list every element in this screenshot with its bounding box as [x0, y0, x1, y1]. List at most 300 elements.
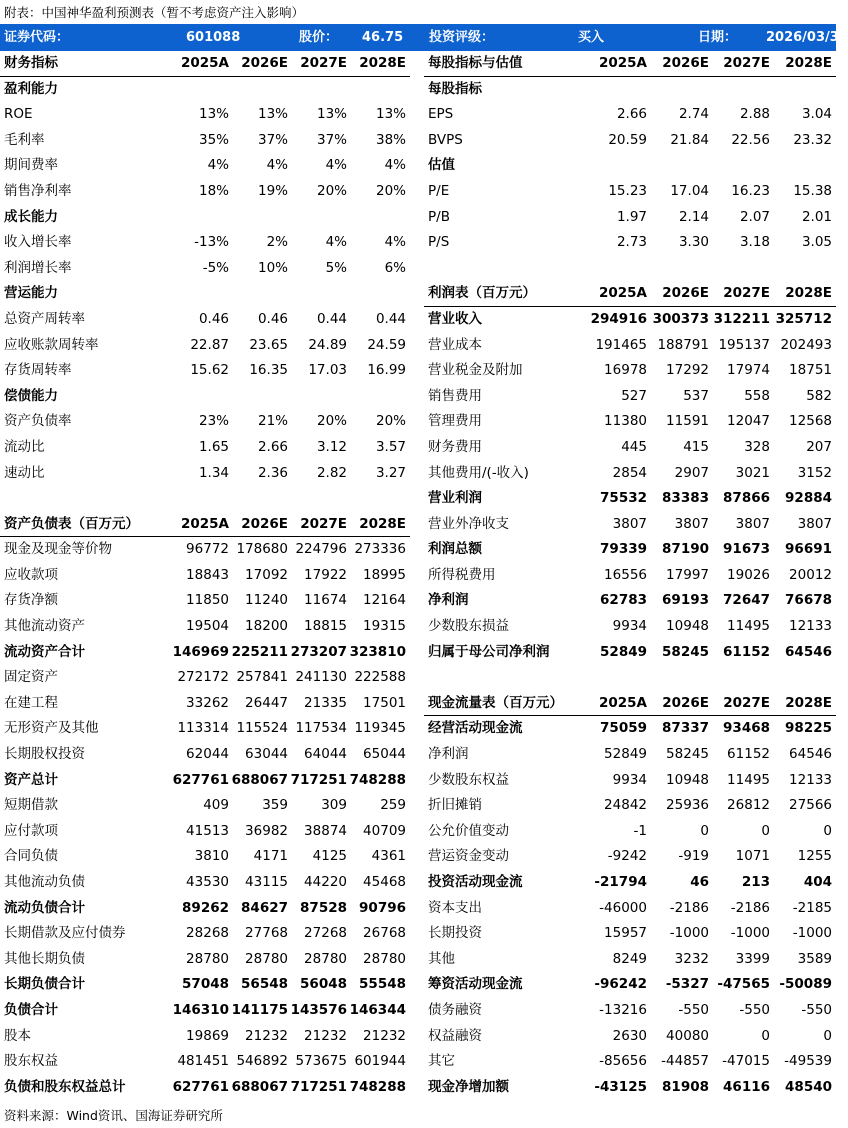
row-label: 长期借款及应付债券 [4, 925, 126, 942]
row-value: 717251 [290, 1078, 347, 1095]
row-label: 经营活动现金流 [428, 720, 523, 737]
row-label: ROE [4, 106, 33, 123]
row-value: 19315 [363, 618, 406, 635]
row-label: 流动负债合计 [4, 899, 85, 916]
row-value: 2026E [662, 694, 709, 711]
row-label: 应收账款周转率 [4, 336, 99, 353]
row-value: 2.66 [616, 106, 647, 123]
row-value: 25936 [666, 797, 709, 814]
row-value: 28780 [245, 950, 288, 967]
row-value: -2186 [730, 899, 770, 916]
row-value: 1.34 [198, 464, 229, 481]
table-row [424, 793, 836, 819]
row-value: 115524 [236, 720, 288, 737]
table-row [424, 716, 836, 742]
row-value: 3152 [797, 464, 832, 481]
row-value: 65044 [363, 746, 406, 763]
row-label: 估值 [428, 157, 455, 174]
row-value: 3.04 [801, 106, 832, 123]
row-value: -44857 [661, 1053, 709, 1070]
row-value: 294916 [590, 310, 647, 327]
row-label: 应收款项 [4, 566, 58, 583]
row-value: 11240 [245, 592, 288, 609]
row-value: 146969 [172, 643, 229, 660]
table-row [0, 768, 410, 794]
row-value: 328 [744, 438, 770, 455]
rating-value: 买入 [578, 30, 605, 45]
row-value: 3807 [797, 515, 832, 532]
table-row [424, 998, 836, 1024]
row-value: 627761 [172, 771, 229, 788]
row-value: 213 [741, 874, 770, 890]
row-value: 20012 [789, 566, 832, 583]
row-value: 89262 [182, 899, 229, 916]
table-row [424, 614, 836, 640]
row-label: 少数股东损益 [428, 618, 509, 635]
row-value: 2.01 [801, 208, 832, 225]
row-value: 113314 [177, 720, 229, 737]
row-value: 17922 [304, 566, 347, 583]
row-value: 312211 [713, 310, 770, 327]
group-heading-row [0, 205, 410, 231]
row-value: 58245 [666, 746, 709, 763]
row-label: 资产负债率 [4, 413, 72, 430]
row-label: 期间费率 [4, 157, 58, 174]
group-heading-row [0, 281, 410, 307]
row-value: 191465 [595, 336, 647, 353]
row-value: 24.59 [367, 336, 406, 353]
row-value: 79339 [600, 541, 647, 558]
row-value: 273207 [290, 643, 347, 660]
table-row [0, 333, 410, 359]
row-value: 2027E [300, 515, 347, 532]
row-value: 10948 [666, 771, 709, 788]
table-header-row [424, 51, 836, 77]
row-label: 股本 [4, 1027, 31, 1044]
row-label: P/B [428, 208, 450, 225]
table-row [0, 1049, 410, 1075]
row-value: 20.59 [608, 131, 647, 148]
row-value: 3.05 [801, 234, 832, 251]
row-value: 146310 [172, 1001, 229, 1018]
row-value: 45468 [363, 874, 406, 890]
row-value: 21.84 [670, 131, 709, 148]
row-value: 93468 [723, 720, 770, 737]
row-value: 0 [823, 822, 832, 839]
table-row [424, 333, 836, 359]
group-heading-row [0, 77, 410, 103]
table-row [0, 435, 410, 461]
row-value: 9934 [612, 618, 647, 635]
row-value: 21232 [245, 1027, 288, 1044]
table-row [0, 409, 410, 435]
row-value: -550 [678, 1001, 709, 1018]
row-value: 23.65 [249, 336, 288, 353]
row-value: -47565 [717, 976, 770, 993]
row-value: 3.30 [678, 234, 709, 251]
row-value: 3807 [735, 515, 770, 532]
row-value: 44220 [304, 874, 347, 890]
table-row [0, 742, 410, 768]
row-value: -21794 [594, 874, 647, 890]
row-label: 财务指标 [4, 55, 58, 71]
row-label: 营运能力 [4, 285, 58, 302]
row-value: 0.46 [257, 310, 288, 327]
table-row [424, 512, 836, 538]
row-value: 46 [690, 874, 709, 890]
row-value: 22.87 [190, 336, 229, 353]
row-value: 4% [266, 157, 288, 174]
table-header-row [424, 281, 836, 307]
group-heading-row [0, 384, 410, 410]
row-label: 收入增长率 [4, 234, 72, 251]
row-value: 83383 [662, 490, 709, 507]
row-value: 12133 [789, 771, 832, 788]
row-label: 营运资金变动 [428, 848, 509, 865]
date-label: 日期： [698, 30, 738, 45]
row-value: 2027E [723, 55, 770, 71]
row-value: 64546 [789, 746, 832, 763]
table-row [0, 537, 410, 563]
row-value: 64546 [785, 643, 832, 660]
row-value: -5% [202, 259, 229, 276]
row-value: 26447 [245, 694, 288, 711]
row-value: 2026E [662, 55, 709, 71]
row-value: 2027E [300, 55, 347, 71]
row-label: 股东权益 [4, 1053, 58, 1070]
row-value: 2028E [359, 515, 406, 532]
row-value: 46116 [723, 1078, 770, 1095]
table-row [0, 819, 410, 845]
row-value: 2025A [180, 515, 229, 532]
row-value: 20% [316, 182, 347, 199]
row-value: 16.99 [367, 362, 406, 379]
row-value: 222588 [354, 669, 406, 686]
row-label: 流动比 [4, 438, 45, 455]
row-value: 43115 [245, 874, 288, 890]
row-value: 17974 [727, 362, 770, 379]
row-label: 折旧摊销 [428, 797, 482, 814]
row-label: 公允价值变动 [428, 822, 509, 839]
group-heading-row [424, 153, 836, 179]
row-value: 87866 [723, 490, 770, 507]
row-value: 90796 [359, 899, 406, 916]
row-value: 3810 [194, 848, 229, 865]
row-label: 负债合计 [4, 1001, 58, 1018]
row-value: 19026 [727, 566, 770, 583]
row-value: -47015 [722, 1053, 770, 1070]
row-value: 18% [198, 182, 229, 199]
row-value: 10948 [666, 618, 709, 635]
row-label: 现金及现金等价物 [4, 541, 112, 558]
row-value: 36982 [245, 822, 288, 839]
row-value: 117534 [295, 720, 347, 737]
row-value: 72647 [723, 592, 770, 609]
table-row [0, 614, 410, 640]
row-label: 存货周转率 [4, 362, 72, 379]
row-value: 56048 [300, 976, 347, 993]
row-value: 688067 [231, 1078, 288, 1095]
row-value: 15.23 [608, 182, 647, 199]
table-row [424, 461, 836, 487]
row-value: 43530 [186, 874, 229, 890]
row-value: 2.73 [616, 234, 647, 251]
row-value: 26812 [727, 797, 770, 814]
row-value: 27268 [304, 925, 347, 942]
row-label: 财务费用 [428, 438, 482, 455]
row-value: 28268 [186, 925, 229, 942]
row-value: 259 [380, 797, 406, 814]
row-value: 300373 [652, 310, 709, 327]
row-label: 营业成本 [428, 336, 482, 353]
row-label: 存货净额 [4, 592, 58, 609]
right-financial-tables [424, 51, 836, 1100]
row-value: 20% [375, 413, 406, 430]
row-value: 2.74 [678, 106, 709, 123]
row-label: 无形资产及其他 [4, 720, 99, 737]
row-value: 2025A [598, 285, 647, 302]
spacer-row [424, 256, 836, 282]
row-value: 2026E [241, 55, 288, 71]
row-value: 273336 [354, 541, 406, 558]
row-value: 11850 [186, 592, 229, 609]
row-value: -5327 [665, 976, 709, 993]
row-label: 盈利能力 [4, 80, 58, 97]
row-value: 87190 [662, 541, 709, 558]
row-label: 总资产周转率 [4, 310, 85, 327]
table-row [0, 307, 410, 333]
row-value: 55548 [359, 976, 406, 993]
row-value: 33262 [186, 694, 229, 711]
row-value: 1255 [797, 848, 832, 865]
row-value: -919 [678, 848, 709, 865]
table-row [424, 179, 836, 205]
row-value: -1000 [669, 925, 709, 942]
row-value: 325712 [775, 310, 832, 327]
row-label: 偿债能力 [4, 387, 58, 404]
row-value: 52849 [604, 746, 647, 763]
row-value: 17.04 [670, 182, 709, 199]
row-label: 权益融资 [428, 1027, 482, 1044]
row-value: 0 [761, 1027, 770, 1044]
row-label: 利润增长率 [4, 259, 72, 276]
row-label: 营业税金及附加 [428, 362, 523, 379]
table-row [424, 588, 836, 614]
row-label: BVPS [428, 131, 463, 148]
row-value: 2.82 [316, 464, 347, 481]
stock-info-bar [0, 24, 848, 51]
row-value: 37% [257, 131, 288, 148]
row-value: 12568 [789, 413, 832, 430]
row-value: 21335 [304, 694, 347, 711]
row-value: 1.65 [198, 438, 229, 455]
row-value: 5% [325, 259, 347, 276]
row-label: 归属于母公司净利润 [428, 643, 550, 660]
row-value: 58245 [662, 643, 709, 660]
row-label: 营业外净收支 [428, 515, 509, 532]
row-label: 长期投资 [428, 925, 482, 942]
row-value: 2025A [598, 55, 647, 71]
table-row [424, 870, 836, 896]
table-row [0, 921, 410, 947]
row-label: 现金净增加额 [428, 1078, 509, 1095]
row-value: 225211 [231, 643, 288, 660]
row-value: 3.27 [375, 464, 406, 481]
row-value: 601944 [354, 1053, 406, 1070]
table-row [0, 179, 410, 205]
table-row [0, 358, 410, 384]
row-value: 52849 [600, 643, 647, 660]
row-value: 3.12 [316, 438, 347, 455]
stock-price-value: 46.75 [362, 30, 404, 45]
row-value: 3.57 [375, 438, 406, 455]
row-value: 62044 [186, 746, 229, 763]
row-value: 2907 [674, 464, 709, 481]
table-row [424, 230, 836, 256]
table-row [0, 640, 410, 666]
table-row [0, 153, 410, 179]
row-value: 3232 [674, 950, 709, 967]
row-value: 92884 [785, 490, 832, 507]
row-value: 2854 [612, 464, 647, 481]
row-value: 558 [744, 387, 770, 404]
table-row [0, 1075, 410, 1101]
row-value: 98225 [785, 720, 832, 737]
table-row [424, 358, 836, 384]
row-value: 69193 [662, 592, 709, 609]
row-value: 2.66 [257, 438, 288, 455]
row-label: 其他费用/(-收入) [428, 464, 529, 481]
row-label: 营业利润 [428, 490, 482, 507]
table-row [0, 870, 410, 896]
row-value: 2.36 [257, 464, 288, 481]
row-value: 13% [375, 106, 406, 123]
row-value: 19869 [186, 1027, 229, 1044]
row-value: 56548 [241, 976, 288, 993]
row-value: 2028E [785, 55, 832, 71]
table-row [424, 819, 836, 845]
row-value: 61152 [727, 746, 770, 763]
row-value: 3807 [674, 515, 709, 532]
row-value: 0 [700, 822, 709, 839]
table-row [424, 486, 836, 512]
row-label: 资产负债表（百万元） [4, 515, 139, 532]
row-value: 2025A [180, 55, 229, 71]
table-row [424, 563, 836, 589]
row-value: 178680 [236, 541, 288, 558]
row-value: 404 [803, 874, 832, 890]
table-row [424, 102, 836, 128]
row-value: 40080 [666, 1027, 709, 1044]
row-label: 每股指标 [428, 80, 482, 97]
row-value: -43125 [594, 1078, 647, 1095]
row-value: 207 [806, 438, 832, 455]
row-value: 2026E [662, 285, 709, 302]
row-label: 成长能力 [4, 208, 58, 225]
row-label: 每股指标与估值 [428, 55, 523, 71]
row-value: 119345 [354, 720, 406, 737]
row-label: 流动资产合计 [4, 643, 85, 660]
row-value: 28780 [304, 950, 347, 967]
row-value: 4% [207, 157, 229, 174]
row-value: 481451 [177, 1053, 229, 1070]
table-row [0, 793, 410, 819]
row-value: 2.14 [678, 208, 709, 225]
table-row [0, 691, 410, 717]
row-value: 87337 [662, 720, 709, 737]
row-value: 409 [203, 797, 229, 814]
row-value: 28780 [363, 950, 406, 967]
table-row [424, 972, 836, 998]
row-value: 76678 [785, 592, 832, 609]
row-value: 2026E [241, 515, 288, 532]
row-value: 16556 [604, 566, 647, 583]
row-label: 其它 [428, 1053, 455, 1070]
row-value: 24.89 [308, 336, 347, 353]
table-row [0, 256, 410, 282]
row-value: 23.32 [793, 131, 832, 148]
row-value: 359 [262, 797, 288, 814]
row-value: -1000 [730, 925, 770, 942]
row-value: 48540 [785, 1078, 832, 1095]
row-value: 3589 [797, 950, 832, 967]
row-value: 2028E [359, 55, 406, 71]
row-value: 415 [683, 438, 709, 455]
row-value: 63044 [245, 746, 288, 763]
row-value: 582 [806, 387, 832, 404]
row-value: 84627 [241, 899, 288, 916]
row-value: 17.03 [308, 362, 347, 379]
row-value: 4125 [312, 848, 347, 865]
table-row [424, 947, 836, 973]
row-value: 75059 [600, 720, 647, 737]
row-label: P/S [428, 234, 450, 251]
row-value: 4361 [371, 848, 406, 865]
table-row [0, 461, 410, 487]
row-value: 12047 [727, 413, 770, 430]
row-value: 2028E [785, 285, 832, 302]
row-value: 257841 [236, 669, 288, 686]
stock-price-label: 股价： [299, 30, 339, 45]
row-label: 筹资活动现金流 [428, 976, 523, 993]
row-label: 其他流动资产 [4, 618, 85, 635]
row-value: 527 [621, 387, 647, 404]
row-value: 21232 [304, 1027, 347, 1044]
row-label: 销售净利率 [4, 182, 72, 199]
row-value: -550 [739, 1001, 770, 1018]
row-value: 15.38 [793, 182, 832, 199]
table-row [0, 588, 410, 614]
row-value: -550 [801, 1001, 832, 1018]
row-value: 4171 [253, 848, 288, 865]
row-label: 短期借款 [4, 797, 58, 814]
table-row [424, 1075, 836, 1101]
row-value: 18751 [789, 362, 832, 379]
row-value: 224796 [295, 541, 347, 558]
table-row [424, 1049, 836, 1075]
row-value: -2186 [669, 899, 709, 916]
row-value: 2% [266, 234, 288, 251]
row-label: 资产总计 [4, 771, 58, 788]
row-value: 12133 [789, 618, 832, 635]
row-value: -1000 [792, 925, 832, 942]
row-value: 91673 [723, 541, 770, 558]
row-value: 445 [621, 438, 647, 455]
row-value: 57048 [182, 976, 229, 993]
table-row [424, 844, 836, 870]
table-row [0, 128, 410, 154]
row-value: 81908 [662, 1078, 709, 1095]
